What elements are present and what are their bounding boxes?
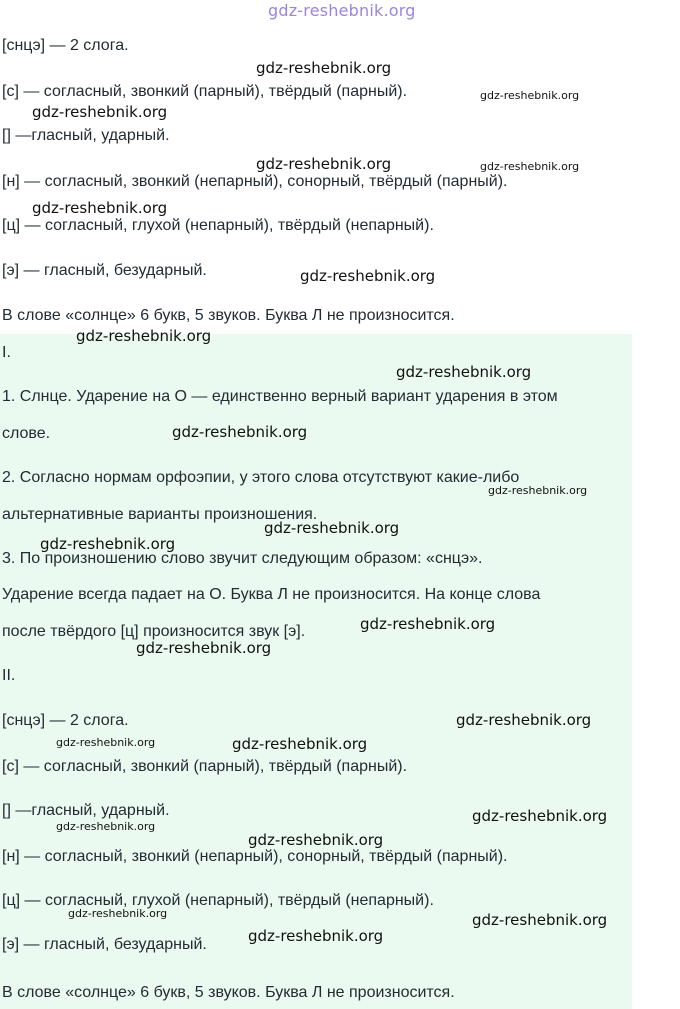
sound-e-description: [э] — гласный, безударный. bbox=[2, 262, 207, 279]
sound-ts-description: [ц] — согласный, глухой (непарный), твёрдый (непарный). bbox=[2, 217, 434, 234]
section-heading-1: I. bbox=[2, 344, 11, 361]
sound-n-description-2: [н] — согласный, звонкий (непарный), сонорный, твёрдый (парный). bbox=[2, 848, 508, 865]
watermark: gdz-reshebnik.org bbox=[32, 103, 168, 121]
watermark: gdz-reshebnik.org bbox=[480, 89, 580, 102]
watermark: gdz-reshebnik.org bbox=[472, 911, 608, 929]
paragraph-3-line-3: после твёрдого [ц] произносится звук [э]. bbox=[2, 623, 306, 640]
watermark: gdz-reshebnik.org bbox=[56, 820, 156, 833]
watermark: gdz-reshebnik.org bbox=[256, 59, 392, 77]
sound-s-description-2: [с] — согласный, звонкий (парный), твёрдый (парный). bbox=[2, 758, 408, 775]
paragraph-2-line-1: 2. Согласно нормам орфоэпии, у этого слова отсутствуют какие-либо bbox=[2, 469, 520, 486]
watermark: gdz-reshebnik.org bbox=[136, 639, 272, 657]
watermark: gdz-reshebnik.org bbox=[396, 363, 532, 381]
watermark: gdz-reshebnik.org bbox=[480, 160, 580, 173]
sound-vowel-description-2: [] —гласный, ударный. bbox=[2, 802, 170, 819]
watermark: gdz-reshebnik.org bbox=[40, 535, 176, 553]
sound-e-description-2: [э] — гласный, безударный. bbox=[2, 936, 207, 953]
watermark: gdz-reshebnik.org bbox=[264, 519, 400, 537]
watermark: gdz-reshebnik.org bbox=[472, 807, 608, 825]
paragraph-3-line-2: Ударение всегда падает на О. Буква Л не произносится. На конце слова bbox=[2, 586, 541, 603]
paragraph-1-line-1: 1. Слнце. Ударение на О — единственно верный вариант ударения в этом bbox=[2, 388, 558, 405]
syllable-count: [снцэ] — 2 слога. bbox=[2, 37, 129, 54]
paragraph-1-line-2: слове. bbox=[2, 425, 51, 442]
top-watermark: gdz-reshebnik.org bbox=[268, 1, 416, 20]
paragraph-2-line-2: альтернативные варианты произношения. bbox=[2, 506, 318, 523]
watermark: gdz-reshebnik.org bbox=[248, 927, 384, 945]
watermark: gdz-reshebnik.org bbox=[172, 423, 308, 441]
sound-ts-description-2: [ц] — согласный, глухой (непарный), твёрдый (непарный). bbox=[2, 892, 434, 909]
sound-vowel-description: [] —гласный, ударный. bbox=[2, 127, 170, 144]
syllable-count-2: [снцэ] — 2 слога. bbox=[2, 712, 129, 729]
section-heading-2: II. bbox=[2, 667, 16, 684]
summary-line: В слове «солнце» 6 букв, 5 звуков. Буква Л не произносится. bbox=[2, 307, 455, 324]
watermark: gdz-reshebnik.org bbox=[32, 199, 168, 217]
sound-n-description: [н] — согласный, звонкий (непарный), сонорный, твёрдый (парный). bbox=[2, 173, 508, 190]
summary-line-2: В слове «солнце» 6 букв, 5 звуков. Буква Л не произносится. bbox=[2, 984, 455, 1001]
watermark: gdz-reshebnik.org bbox=[300, 267, 436, 285]
watermark: gdz-reshebnik.org bbox=[56, 736, 156, 749]
watermark: gdz-reshebnik.org bbox=[360, 615, 496, 633]
sound-s-description: [с] — согласный, звонкий (парный), твёрдый (парный). bbox=[2, 83, 408, 100]
watermark: gdz-reshebnik.org bbox=[232, 735, 368, 753]
watermark: gdz-reshebnik.org bbox=[256, 155, 392, 173]
watermark: gdz-reshebnik.org bbox=[248, 831, 384, 849]
watermark: gdz-reshebnik.org bbox=[456, 711, 592, 729]
watermark: gdz-reshebnik.org bbox=[76, 327, 212, 345]
watermark: gdz-reshebnik.org bbox=[68, 907, 168, 920]
watermark: gdz-reshebnik.org bbox=[488, 484, 588, 497]
paragraph-3-line-1: 3. По произношению слово звучит следующим образом: «снцэ». bbox=[2, 550, 483, 567]
